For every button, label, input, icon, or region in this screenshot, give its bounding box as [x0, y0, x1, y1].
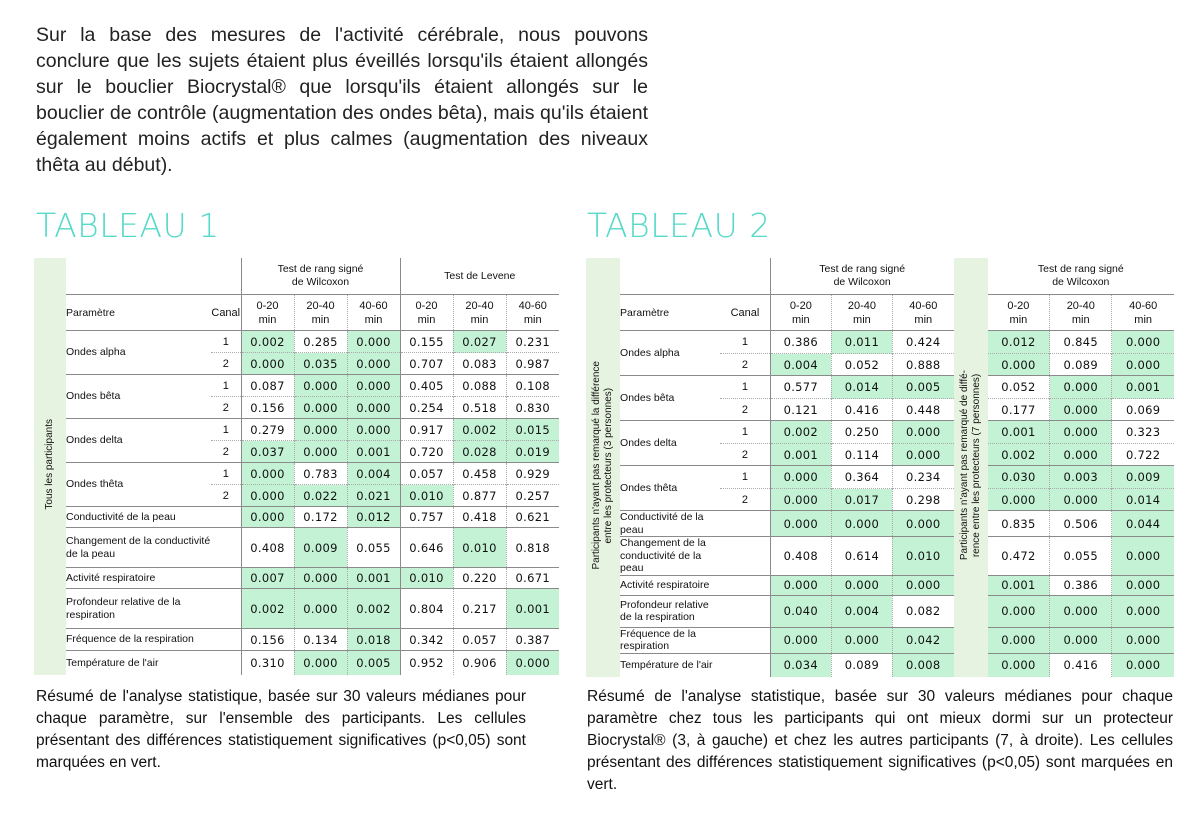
value-cell: 0.000 [1050, 489, 1112, 511]
row-param: Changement de la conductivité de la peau [620, 537, 720, 576]
table-row [586, 537, 1174, 576]
value-cell: 0.000 [770, 489, 831, 511]
row-canal [211, 589, 241, 629]
value-cell: 0.019 [506, 441, 559, 463]
value-cell: 0.000 [892, 575, 953, 595]
value-cell: 0.231 [506, 331, 559, 353]
value-cell: 0.000 [1050, 595, 1112, 627]
value-cell: 0.156 [241, 629, 294, 651]
value-cell: 0.000 [241, 485, 294, 507]
table1 [34, 258, 559, 675]
value-cell: 0.088 [453, 375, 506, 397]
value-cell: 0.000 [831, 575, 892, 595]
table-row [586, 376, 1174, 399]
row-canal [211, 651, 241, 675]
row-param: Ondes delta [66, 419, 211, 463]
row-canal: 2 [211, 441, 241, 463]
value-cell: 0.722 [1112, 444, 1174, 466]
table-row [34, 651, 559, 675]
value-cell: 0.156 [241, 397, 294, 419]
value-cell: 0.014 [1112, 489, 1174, 511]
table-row [586, 653, 1174, 677]
value-cell: 0.818 [506, 528, 559, 568]
value-cell: 0.121 [770, 399, 831, 421]
value-cell: 0.004 [831, 595, 892, 627]
row-canal: 2 [211, 485, 241, 507]
table-row [34, 507, 559, 528]
table2 [586, 258, 1174, 677]
value-cell: 0.342 [400, 629, 453, 651]
value-cell: 0.448 [892, 399, 953, 421]
table-row [34, 629, 559, 651]
value-cell: 0.018 [347, 629, 400, 651]
value-cell: 0.002 [453, 419, 506, 441]
value-cell: 0.028 [453, 441, 506, 463]
value-cell: 0.172 [294, 507, 347, 528]
value-cell: 0.707 [400, 353, 453, 375]
value-cell: 0.458 [453, 463, 506, 485]
value-cell: 0.416 [1050, 653, 1112, 677]
value-cell: 0.042 [892, 627, 953, 653]
value-cell: 0.877 [453, 485, 506, 507]
table-row [34, 589, 559, 629]
value-cell: 0.906 [453, 651, 506, 675]
value-cell: 0.000 [770, 466, 831, 489]
value-cell: 0.518 [453, 397, 506, 419]
table1-title: TABLEAU 1 [36, 206, 220, 245]
value-cell: 0.298 [892, 489, 953, 511]
value-cell: 0.002 [347, 589, 400, 629]
value-cell: 0.408 [770, 537, 831, 576]
table-row [586, 627, 1174, 653]
table2-col-header: 40-60 min [892, 295, 953, 331]
value-cell: 0.000 [1112, 595, 1174, 627]
value-cell: 0.250 [831, 421, 892, 444]
value-cell: 0.012 [347, 507, 400, 528]
row-param: Fréquence de la respiration [66, 629, 211, 651]
table2-mid-side-label [954, 258, 988, 677]
value-cell: 0.757 [400, 507, 453, 528]
table2-grid [586, 258, 1174, 677]
value-cell: 0.386 [1050, 575, 1112, 595]
value-cell: 0.000 [831, 627, 892, 653]
row-canal [720, 595, 770, 627]
row-param: Ondes alpha [66, 331, 211, 375]
value-cell: 0.004 [770, 354, 831, 376]
value-cell: 0.000 [294, 441, 347, 463]
value-cell: 0.000 [347, 353, 400, 375]
table2-header-canal: Canal [720, 295, 770, 331]
row-param: Ondes bêta [66, 375, 211, 419]
value-cell: 0.987 [506, 353, 559, 375]
value-cell: 0.052 [988, 376, 1050, 399]
table2-col-header: 20-40 min [1050, 295, 1112, 331]
value-cell: 0.055 [1050, 537, 1112, 576]
row-param: Profondeur relative de la respiration [66, 589, 211, 629]
value-cell: 0.040 [770, 595, 831, 627]
table1-caption: Résumé de l'analyse statistique, basée sur 30 valeurs médianes pour chaque paramètre, sur l'ensemble des participants. Les cellules présentant des différences statistiquement significatives (p<0,05) sont marquées en vert. [36, 688, 526, 771]
value-cell: 0.082 [892, 595, 953, 627]
value-cell: 0.000 [770, 627, 831, 653]
table1-col-header: 0-20 min [400, 295, 453, 331]
row-canal: 1 [211, 419, 241, 441]
value-cell: 0.001 [770, 444, 831, 466]
value-cell: 0.000 [347, 419, 400, 441]
value-cell: 0.285 [294, 331, 347, 353]
table-row [34, 331, 559, 353]
value-cell: 0.000 [988, 627, 1050, 653]
row-canal [720, 511, 770, 537]
value-cell: 0.003 [1050, 466, 1112, 489]
row-param: Température de l'air [66, 651, 211, 675]
value-cell: 0.004 [347, 463, 400, 485]
table-row [586, 421, 1174, 444]
row-canal: 2 [211, 353, 241, 375]
value-cell: 0.418 [453, 507, 506, 528]
value-cell: 0.002 [988, 444, 1050, 466]
row-param: Activité respiratoire [620, 575, 720, 595]
value-cell: 0.835 [988, 511, 1050, 537]
value-cell: 0.783 [294, 463, 347, 485]
value-cell: 0.012 [988, 331, 1050, 354]
value-cell: 0.929 [506, 463, 559, 485]
row-canal [211, 528, 241, 568]
row-canal: 1 [211, 463, 241, 485]
value-cell: 0.000 [1112, 575, 1174, 595]
table2-group-header-2: Test de rang signé de Wilcoxon [1037, 263, 1124, 288]
table-row [586, 575, 1174, 595]
value-cell: 0.386 [770, 331, 831, 354]
row-canal: 1 [720, 421, 770, 444]
value-cell: 0.011 [831, 331, 892, 354]
value-cell: 0.000 [294, 568, 347, 589]
value-cell: 0.000 [988, 354, 1050, 376]
value-cell: 0.027 [453, 331, 506, 353]
value-cell: 0.408 [241, 528, 294, 568]
value-cell: 0.646 [400, 528, 453, 568]
value-cell: 0.310 [241, 651, 294, 675]
row-param: Changement de la conductivité de la peau [66, 528, 211, 568]
table1-header-param: Paramètre [66, 295, 211, 331]
table1-col-header: 40-60 min [506, 295, 559, 331]
row-canal: 1 [720, 376, 770, 399]
table2-side-label [586, 258, 620, 677]
value-cell: 0.001 [347, 568, 400, 589]
table-row [34, 528, 559, 568]
table-row [34, 463, 559, 485]
value-cell: 0.000 [892, 511, 953, 537]
value-cell: 0.614 [831, 537, 892, 576]
value-cell: 0.001 [347, 441, 400, 463]
value-cell: 0.002 [241, 331, 294, 353]
value-cell: 0.037 [241, 441, 294, 463]
row-canal: 1 [211, 331, 241, 353]
value-cell: 0.888 [892, 354, 953, 376]
value-cell: 0.000 [988, 489, 1050, 511]
value-cell: 0.952 [400, 651, 453, 675]
value-cell: 0.002 [770, 421, 831, 444]
value-cell: 0.030 [988, 466, 1050, 489]
row-param: Température de l'air [620, 653, 720, 677]
value-cell: 0.000 [294, 419, 347, 441]
value-cell: 0.083 [453, 353, 506, 375]
value-cell: 0.577 [770, 376, 831, 399]
row-param: Ondes alpha [620, 331, 720, 376]
row-param: Profondeur relative de la respiration [620, 595, 720, 627]
table1-grid [34, 258, 559, 675]
value-cell: 0.472 [988, 537, 1050, 576]
table-row [586, 511, 1174, 537]
value-cell: 0.005 [892, 376, 953, 399]
row-canal: 2 [720, 444, 770, 466]
value-cell: 0.015 [506, 419, 559, 441]
value-cell: 0.009 [294, 528, 347, 568]
value-cell: 0.000 [347, 397, 400, 419]
value-cell: 0.057 [400, 463, 453, 485]
row-canal [211, 629, 241, 651]
value-cell: 0.000 [988, 653, 1050, 677]
value-cell: 0.114 [831, 444, 892, 466]
table2-col-header: 0-20 min [988, 295, 1050, 331]
value-cell: 0.000 [506, 651, 559, 675]
value-cell: 0.257 [506, 485, 559, 507]
value-cell: 0.000 [1112, 331, 1174, 354]
value-cell: 0.254 [400, 397, 453, 419]
table1-side-label-text: Tous les participants [44, 418, 55, 510]
value-cell: 0.000 [1050, 421, 1112, 444]
value-cell: 0.089 [831, 653, 892, 677]
table1-col-header: 0-20 min [241, 295, 294, 331]
value-cell: 0.034 [770, 653, 831, 677]
value-cell: 0.720 [400, 441, 453, 463]
value-cell: 0.621 [506, 507, 559, 528]
row-canal: 1 [211, 375, 241, 397]
value-cell: 0.108 [506, 375, 559, 397]
value-cell: 0.000 [892, 421, 953, 444]
value-cell: 0.010 [892, 537, 953, 576]
table2-header-blank [620, 258, 770, 295]
table-row [34, 419, 559, 441]
row-canal: 2 [720, 489, 770, 511]
table-row [34, 375, 559, 397]
row-param: Ondes bêta [620, 376, 720, 421]
value-cell: 0.000 [294, 397, 347, 419]
row-canal [720, 537, 770, 576]
value-cell: 0.014 [831, 376, 892, 399]
row-param: Activité respiratoire [66, 568, 211, 589]
table2-title: TABLEAU 2 [587, 206, 771, 245]
table2-caption: Résumé de l'analyse statistique, basée sur 30 valeurs médianes pour chaque paramètre chez tous les participants qui ont mieux dormi sur un protecteur Biocrystal® (3, à gauche) et chez les autres participants (7, à droite). Les cellules présentant des différences statistiquement significatives (p<0,05) sont marquées en vert. [587, 688, 1173, 793]
row-canal [720, 627, 770, 653]
value-cell: 0.000 [1050, 376, 1112, 399]
value-cell: 0.000 [1050, 627, 1112, 653]
value-cell: 0.000 [241, 507, 294, 528]
row-param: Conductivité de la peau [66, 507, 211, 528]
value-cell: 0.424 [892, 331, 953, 354]
value-cell: 0.057 [453, 629, 506, 651]
table-row [586, 466, 1174, 489]
table2-side-label-text: Participants n'ayant pas remarqué la différence entre les protecteurs (3 personnes) [591, 361, 615, 570]
value-cell: 0.506 [1050, 511, 1112, 537]
row-canal [211, 568, 241, 589]
value-cell: 0.002 [241, 589, 294, 629]
row-param: Ondes delta [620, 421, 720, 466]
value-cell: 0.234 [892, 466, 953, 489]
value-cell: 0.364 [831, 466, 892, 489]
value-cell: 0.010 [453, 528, 506, 568]
table1-col-header: 20-40 min [453, 295, 506, 331]
value-cell: 0.000 [1050, 399, 1112, 421]
value-cell: 0.000 [347, 331, 400, 353]
value-cell: 0.134 [294, 629, 347, 651]
value-cell: 0.000 [988, 595, 1050, 627]
value-cell: 0.000 [1112, 537, 1174, 576]
value-cell: 0.917 [400, 419, 453, 441]
value-cell: 0.009 [1112, 466, 1174, 489]
value-cell: 0.010 [400, 568, 453, 589]
table1-header-canal: Canal [211, 295, 241, 331]
value-cell: 0.052 [831, 354, 892, 376]
value-cell: 0.387 [506, 629, 559, 651]
table1-group-header-2: Test de Levene [400, 258, 559, 295]
value-cell: 0.008 [892, 653, 953, 677]
value-cell: 0.001 [506, 589, 559, 629]
value-cell: 0.005 [347, 651, 400, 675]
value-cell: 0.001 [988, 575, 1050, 595]
row-canal [211, 507, 241, 528]
table-row [34, 568, 559, 589]
value-cell: 0.022 [294, 485, 347, 507]
value-cell: 0.000 [294, 375, 347, 397]
row-canal: 2 [720, 354, 770, 376]
row-param: Fréquence de la respiration [620, 627, 720, 653]
table1-col-header: 20-40 min [294, 295, 347, 331]
row-canal: 1 [720, 331, 770, 354]
value-cell: 0.000 [241, 353, 294, 375]
table1-header-blank [66, 258, 241, 295]
table1-side-label [34, 258, 66, 675]
row-canal [720, 575, 770, 595]
table-row [586, 595, 1174, 627]
value-cell: 0.010 [400, 485, 453, 507]
table2-col-header: 40-60 min [1112, 295, 1174, 331]
row-param: Conductivité de la peau [620, 511, 720, 537]
table2-col-header: 20-40 min [831, 295, 892, 331]
value-cell: 0.089 [1050, 354, 1112, 376]
value-cell: 0.830 [506, 397, 559, 419]
table2-col-header: 0-20 min [770, 295, 831, 331]
value-cell: 0.279 [241, 419, 294, 441]
table-row [586, 331, 1174, 354]
value-cell: 0.044 [1112, 511, 1174, 537]
value-cell: 0.000 [1050, 444, 1112, 466]
table2-group-header-1: Test de rang signé de Wilcoxon [770, 258, 953, 295]
table1-col-header: 40-60 min [347, 295, 400, 331]
value-cell: 0.000 [770, 511, 831, 537]
value-cell: 0.405 [400, 375, 453, 397]
value-cell: 0.671 [506, 568, 559, 589]
value-cell: 0.000 [770, 575, 831, 595]
value-cell: 0.001 [988, 421, 1050, 444]
row-canal [720, 653, 770, 677]
value-cell: 0.000 [892, 444, 953, 466]
row-param: Ondes thêta [620, 466, 720, 511]
value-cell: 0.416 [831, 399, 892, 421]
intro-paragraph: Sur la base des mesures de l'activité cérébrale, nous pouvons conclure que les sujets étaient plus éveillés lorsqu'ils étaient allongés sur le bouclier Biocrystal® que lorsqu'ils étaient allongés sur le bouclier de contrôle (augmentation des ondes bêta), mais qu'ils étaient également moins actifs et plus calmes (augmentation des niveaux thêta au début). [36, 24, 648, 176]
row-canal: 1 [720, 466, 770, 489]
value-cell: 0.000 [1112, 354, 1174, 376]
value-cell: 0.000 [347, 375, 400, 397]
value-cell: 0.000 [241, 463, 294, 485]
row-canal: 2 [720, 399, 770, 421]
value-cell: 0.220 [453, 568, 506, 589]
value-cell: 0.217 [453, 589, 506, 629]
value-cell: 0.017 [831, 489, 892, 511]
value-cell: 0.021 [347, 485, 400, 507]
value-cell: 0.055 [347, 528, 400, 568]
value-cell: 0.323 [1112, 421, 1174, 444]
value-cell: 0.035 [294, 353, 347, 375]
value-cell: 0.001 [1112, 376, 1174, 399]
value-cell: 0.087 [241, 375, 294, 397]
value-cell: 0.000 [831, 511, 892, 537]
value-cell: 0.007 [241, 568, 294, 589]
row-param: Ondes thêta [66, 463, 211, 507]
value-cell: 0.155 [400, 331, 453, 353]
value-cell: 0.804 [400, 589, 453, 629]
value-cell: 0.069 [1112, 399, 1174, 421]
value-cell: 0.000 [1112, 653, 1174, 677]
value-cell: 0.000 [1112, 627, 1174, 653]
table1-group-header-1: Test de rang signé de Wilcoxon [241, 258, 400, 295]
value-cell: 0.000 [294, 589, 347, 629]
table2-header-param: Paramètre [620, 295, 720, 331]
table2-mid-side-label-text: Participants n'ayant pas remarqué de diffé- rence entre les protecteurs (7 personnes) [958, 370, 982, 561]
row-canal: 2 [211, 397, 241, 419]
value-cell: 0.177 [988, 399, 1050, 421]
value-cell: 0.845 [1050, 331, 1112, 354]
value-cell: 0.000 [294, 651, 347, 675]
